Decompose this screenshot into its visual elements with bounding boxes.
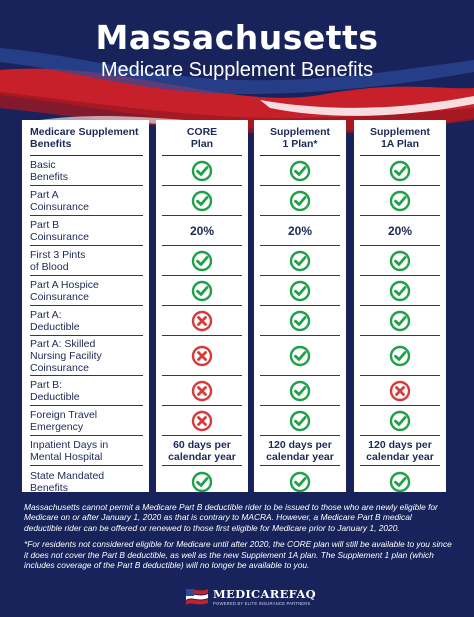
check-circle-icon [289, 190, 311, 212]
plan-cell-s1a [360, 156, 440, 186]
benefit-row-label [30, 216, 143, 246]
check-circle-icon [289, 345, 311, 367]
benefit-row-label [30, 186, 143, 216]
plan-cell-core [162, 156, 242, 186]
plan-cell-s1a [360, 216, 440, 246]
coinsurance-percent: 20% [189, 223, 215, 238]
plan-cell-core [162, 376, 242, 406]
x-circle-icon [389, 380, 411, 402]
plan-cell-s1 [260, 306, 340, 336]
check-circle-icon [389, 190, 411, 212]
benefit-label: Part A Hospice Coinsurance [30, 278, 99, 303]
plan-cell-core [162, 466, 242, 498]
footnote-macra: Massachusetts cannot permit a Medicare Part B deductible rider to be issued to those who are newly eligible for Medicare on or after January 1, 2020 as that is contrary to MACRA. However, a Medicare Part B medical deductible rider can be offered or renewed to those first eligible for Medicare prior to January 1, 2020. [24, 502, 438, 533]
plan-cell-core [162, 436, 242, 466]
plan-cell-s1 [260, 216, 340, 246]
check-circle-icon [289, 310, 311, 332]
plan-cell-s1 [260, 376, 340, 406]
plan-cell-s1 [260, 186, 340, 216]
page-subtitle: Medicare Supplement Benefits [100, 59, 374, 81]
plan-cell-s1a [360, 406, 440, 436]
plan-cell-core [162, 306, 242, 336]
benefit-label: Inpatient Days in Mental Hospital [30, 438, 109, 463]
plan-cell-core [162, 276, 242, 306]
plan-cell-core [162, 406, 242, 436]
footnote-eligibility: *For residents not considered eligible for Medicare until after 2020, the CORE plan will still be available to you since it does not cover the Part B deductible, as well as the new Supplement 1A plan. The Supplement 1 plan (which includes coverage of the Part B deductible) will no longer be available to you. [24, 539, 452, 571]
plan-header-core: CORE Plan [162, 120, 242, 156]
check-circle-icon [389, 471, 411, 493]
plan-cell-s1a [360, 306, 440, 336]
flag-logo-icon [184, 585, 210, 607]
check-circle-icon [389, 280, 411, 302]
check-circle-icon [191, 160, 213, 182]
logo-tagline: POWERED BY ELITE INSURANCE PARTNERS [213, 600, 311, 606]
plan-cell-s1 [260, 276, 340, 306]
plan-column-core [156, 120, 248, 492]
benefits-label-column [22, 120, 149, 492]
x-circle-icon [191, 345, 213, 367]
benefit-label: Part B: Deductible [30, 378, 80, 403]
logo-wordmark: MEDICAREFAQ [213, 586, 316, 601]
plan-cell-s1a [360, 276, 440, 306]
benefit-label: Basic Benefits [30, 158, 68, 183]
benefit-row-label [30, 466, 143, 498]
page-title: Massachusetts [95, 18, 379, 57]
check-circle-icon [289, 250, 311, 272]
plan-cell-s1a [360, 376, 440, 406]
x-circle-icon [191, 410, 213, 432]
plan-cell-s1a [360, 336, 440, 376]
check-circle-icon [191, 471, 213, 493]
check-circle-icon [389, 160, 411, 182]
check-circle-icon [289, 160, 311, 182]
benefit-row-label [30, 436, 143, 466]
footnotes [24, 502, 452, 576]
benefit-row-label [30, 306, 143, 336]
check-circle-icon [191, 190, 213, 212]
coinsurance-percent: 20% [287, 223, 313, 238]
benefit-label: State Mandated Benefits [30, 470, 105, 494]
plan-cell-s1a [360, 186, 440, 216]
plan-cell-s1a [360, 436, 440, 466]
plan-column-supplement-1 [254, 120, 346, 492]
benefit-row-label [30, 406, 143, 436]
plan-cell-s1a [360, 466, 440, 498]
coinsurance-percent: 20% [387, 223, 413, 238]
benefit-row-label [30, 156, 143, 186]
check-circle-icon [289, 280, 311, 302]
benefit-label: Foreign Travel Emergency [30, 408, 98, 433]
plan-cell-core [162, 336, 242, 376]
plan-cell-s1a [360, 246, 440, 276]
plan-header-supplement-1a: Supplement 1A Plan [360, 120, 440, 156]
check-circle-icon [389, 410, 411, 432]
plan-cell-s1 [260, 336, 340, 376]
check-circle-icon [389, 310, 411, 332]
benefit-label: Part A Coinsurance [30, 188, 89, 213]
check-circle-icon [191, 280, 213, 302]
x-circle-icon [191, 310, 213, 332]
benefit-row-label [30, 376, 143, 406]
header [0, 18, 474, 82]
check-circle-icon [191, 250, 213, 272]
benefit-row-label [30, 276, 143, 306]
benefit-label: First 3 Pints of Blood [30, 248, 86, 273]
benefit-row-label [30, 336, 143, 376]
coverage-days-text: 60 days per calendar year [168, 438, 236, 463]
benefit-label: Part B Coinsurance [30, 218, 89, 243]
plan-cell-s1 [260, 406, 340, 436]
check-circle-icon [289, 410, 311, 432]
plan-cell-s1 [260, 466, 340, 498]
label-column-header: Medicare Supplement Benefits [30, 120, 143, 156]
benefit-label: Part A: Skilled Nursing Facility Coinsurance [30, 337, 102, 374]
plan-cell-s1 [260, 246, 340, 276]
plan-cell-s1 [260, 436, 340, 466]
check-circle-icon [289, 380, 311, 402]
check-circle-icon [289, 471, 311, 493]
coverage-days-text: 120 days per calendar year [366, 438, 434, 463]
benefit-row-label [30, 246, 143, 276]
coverage-days-text: 120 days per calendar year [266, 438, 334, 463]
plan-header-supplement-1: Supplement 1 Plan* [260, 120, 340, 156]
plan-cell-s1 [260, 156, 340, 186]
x-circle-icon [191, 380, 213, 402]
plan-cell-core [162, 246, 242, 276]
check-circle-icon [389, 250, 411, 272]
medicarefaq-logo [184, 585, 316, 607]
check-circle-icon [389, 345, 411, 367]
benefit-label: Part A: Deductible [30, 308, 80, 333]
plan-column-supplement-1a [354, 120, 446, 492]
plan-cell-core [162, 186, 242, 216]
plan-cell-core [162, 216, 242, 246]
